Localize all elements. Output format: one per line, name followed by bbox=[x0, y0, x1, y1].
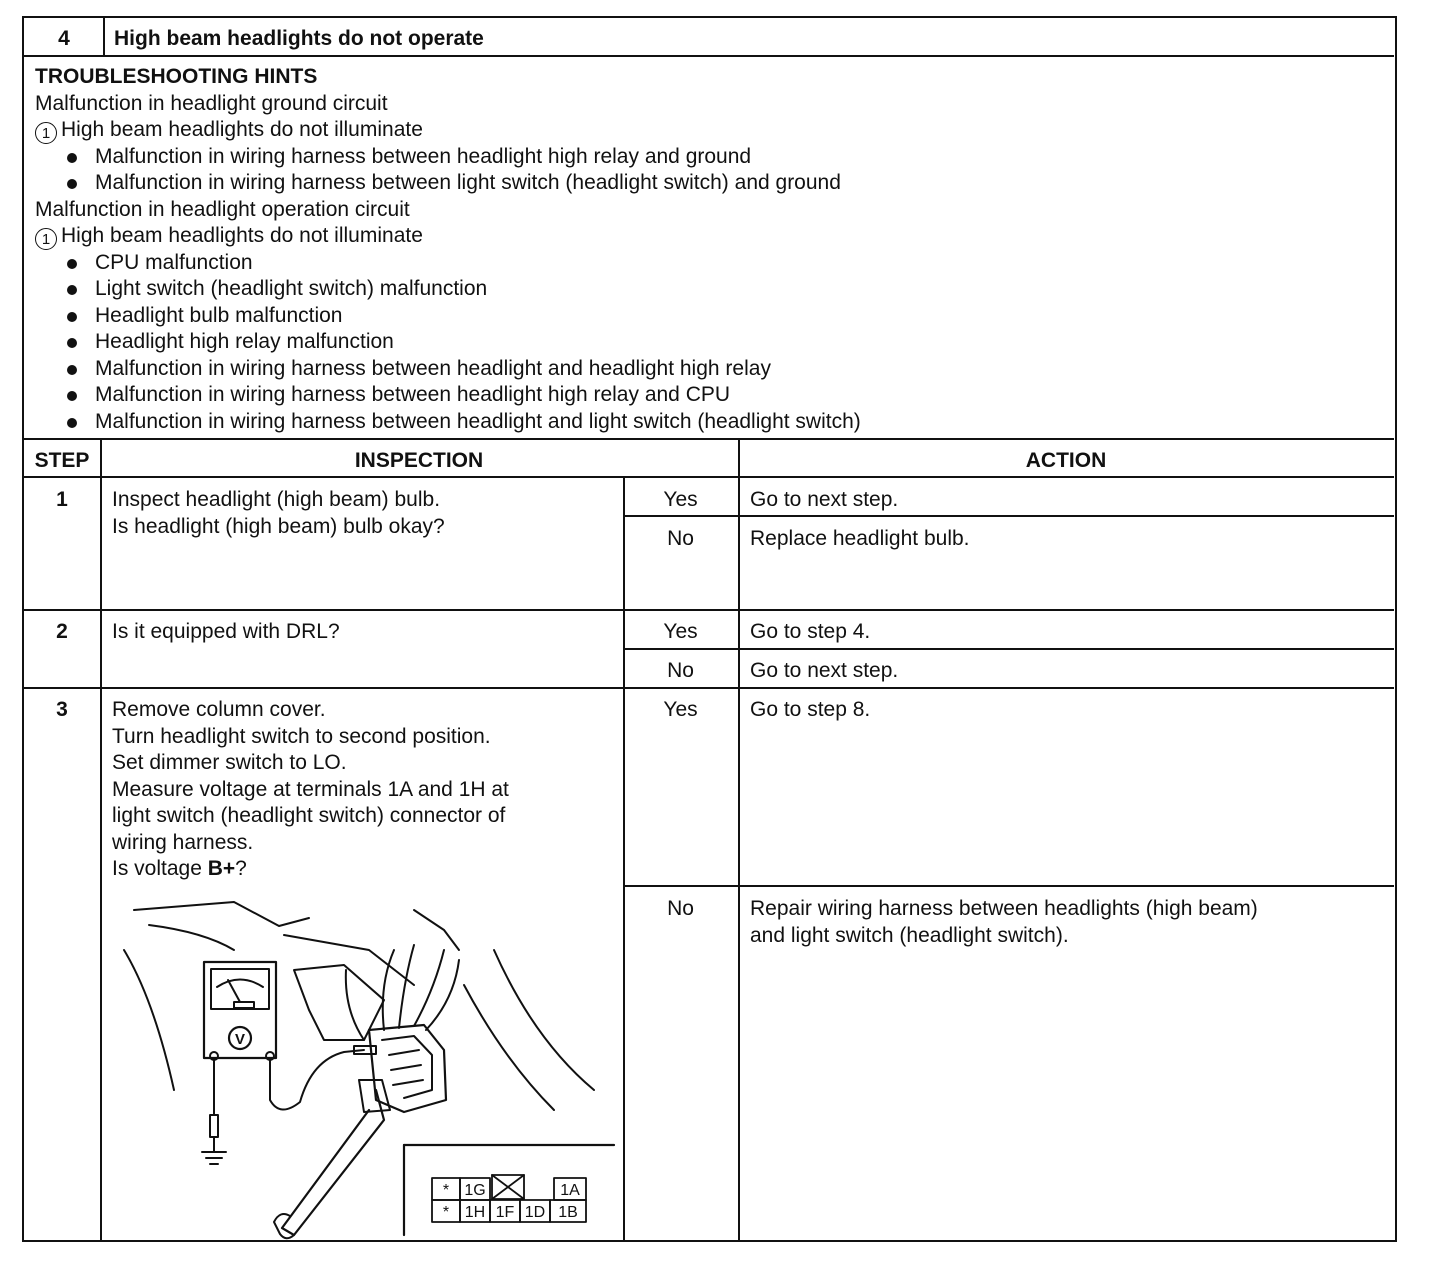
no-label: No bbox=[667, 897, 694, 920]
harness-wire bbox=[426, 960, 459, 1030]
circled-number-icon: 1 bbox=[35, 228, 57, 250]
connector-body bbox=[369, 1025, 446, 1112]
dash-panel-outline bbox=[464, 985, 554, 1110]
header-number: 4 bbox=[58, 27, 70, 50]
yes-action: Go to step 4. bbox=[750, 620, 871, 643]
voltmeter-needle bbox=[228, 980, 240, 1002]
no-label: No bbox=[667, 527, 694, 550]
voltmeter-symbol: V bbox=[234, 1031, 246, 1048]
hints-group1-sub bbox=[35, 117, 1385, 144]
pin-label: 1G bbox=[464, 1182, 486, 1199]
pin-label: * bbox=[442, 1204, 450, 1221]
step-number: 3 bbox=[56, 698, 68, 721]
hints-group2-title: Malfunction in headlight operation circuit bbox=[35, 197, 410, 221]
step2-bottom-rule bbox=[24, 687, 1394, 689]
no-action bbox=[750, 896, 1258, 949]
col-action-header: ACTION bbox=[1025, 449, 1107, 472]
hints-group2-bullet: CPU malfunction bbox=[35, 250, 1385, 277]
inspection-line: Inspect headlight (high beam) bulb. bbox=[112, 488, 441, 511]
inspection-line-question bbox=[112, 856, 509, 883]
hints-section bbox=[35, 64, 1385, 435]
question-bold: B+ bbox=[207, 857, 236, 880]
no-action-line: Repair wiring harness between headlights (high beam) bbox=[750, 897, 1258, 920]
header-rule bbox=[24, 55, 1394, 57]
inspection-line: Is headlight (high beam) bulb okay? bbox=[112, 514, 445, 538]
yes-action: Go to next step. bbox=[750, 488, 899, 511]
no-label: No bbox=[667, 659, 694, 682]
yesno-col-divider bbox=[623, 476, 625, 1242]
hints-group2-bullet: Light switch (headlight switch) malfunction bbox=[35, 276, 1385, 303]
question-suffix: ? bbox=[235, 857, 247, 880]
action-col-divider bbox=[738, 438, 740, 1242]
step-inspection bbox=[112, 487, 445, 540]
unused-pin-mark bbox=[492, 1175, 524, 1199]
dash-panel-outline bbox=[134, 902, 309, 926]
pin-label: 1A bbox=[560, 1182, 580, 1199]
pin-label: * bbox=[442, 1182, 450, 1199]
step-number: 1 bbox=[56, 488, 68, 511]
harness-wire bbox=[399, 945, 414, 1028]
table-header-rule bbox=[24, 476, 1394, 478]
hints-group2-bullet: Headlight high relay malfunction bbox=[35, 329, 1385, 356]
voltmeter-dial-base bbox=[234, 1002, 254, 1008]
yes-label: Yes bbox=[663, 698, 698, 721]
yes-label: Yes bbox=[663, 488, 698, 511]
hints-group2-bullet: Malfunction in wiring harness between headlight high relay and CPU bbox=[35, 382, 1385, 409]
inspection-line: Is it equipped with DRL? bbox=[112, 620, 340, 643]
header-title: High beam headlights do not operate bbox=[114, 27, 484, 50]
ground-probe bbox=[210, 1115, 218, 1137]
step3-yes-no-rule bbox=[623, 885, 1394, 887]
header-divider bbox=[103, 18, 105, 56]
dash-panel-outline bbox=[494, 950, 594, 1090]
table-top-rule bbox=[24, 438, 1394, 440]
pin-label: 1F bbox=[495, 1204, 515, 1221]
positive-lead bbox=[270, 1050, 364, 1110]
hints-group2-bullet: Headlight bulb malfunction bbox=[35, 303, 1385, 330]
step-inspection bbox=[112, 619, 340, 646]
pin-label: 1D bbox=[524, 1204, 546, 1221]
dash-panel-outline bbox=[284, 935, 414, 985]
dash-panel-outline bbox=[414, 910, 459, 950]
pin-label: 1H bbox=[464, 1204, 486, 1221]
hints-group2-bullet: Malfunction in wiring harness between headlight and light switch (headlight switch) bbox=[35, 409, 1385, 436]
inspection-line: Turn headlight switch to second position. bbox=[112, 724, 491, 748]
inspection-line: Set dimmer switch to LO. bbox=[112, 751, 347, 774]
dash-panel-outline bbox=[124, 950, 174, 1090]
hints-group1-sub-text: High beam headlights do not illuminate bbox=[61, 118, 423, 141]
connector-detail bbox=[389, 1050, 423, 1085]
hints-group2-bullet: Malfunction in wiring harness between headlight and headlight high relay bbox=[35, 356, 1385, 383]
hints-heading: TROUBLESHOOTING HINTS bbox=[35, 65, 318, 88]
no-action: Replace headlight bulb. bbox=[750, 527, 970, 550]
col-step-header: STEP bbox=[34, 449, 90, 472]
step1-yes-no-rule bbox=[623, 515, 1394, 517]
no-action-line: and light switch (headlight switch). bbox=[750, 923, 1069, 947]
hints-group1-title: Malfunction in headlight ground circuit bbox=[35, 91, 388, 115]
yes-action: Go to step 8. bbox=[750, 698, 871, 721]
ground-symbol bbox=[202, 1152, 226, 1164]
voltmeter-scale bbox=[217, 980, 263, 988]
hints-group2-sub-text: High beam headlights do not illuminate bbox=[61, 224, 423, 247]
wiring-diagram bbox=[114, 890, 619, 1240]
inspection-line: Measure voltage at terminals 1A and 1H at bbox=[112, 777, 509, 801]
step1-bottom-rule bbox=[24, 609, 1394, 611]
step-inspection bbox=[112, 697, 509, 883]
step-col-divider bbox=[100, 438, 102, 1242]
hints-group2-sub bbox=[35, 223, 1385, 250]
troubleshooting-document bbox=[22, 16, 1397, 1242]
circled-number-icon: 1 bbox=[35, 122, 57, 144]
inspection-line: wiring harness. bbox=[112, 830, 254, 854]
dash-panel-outline bbox=[294, 965, 384, 1040]
no-action: Go to next step. bbox=[750, 659, 899, 682]
inspection-line: light switch (headlight switch) connector of bbox=[112, 804, 506, 827]
step2-yes-no-rule bbox=[623, 648, 1394, 650]
yes-label: Yes bbox=[663, 620, 698, 643]
step-number: 2 bbox=[56, 620, 68, 643]
pin-label: 1B bbox=[558, 1204, 578, 1221]
inspection-line: Remove column cover. bbox=[112, 698, 326, 721]
question-prefix: Is voltage bbox=[112, 857, 208, 880]
dash-panel-outline bbox=[149, 925, 234, 950]
hints-group1-bullet: Malfunction in wiring harness between light switch (headlight switch) and ground bbox=[35, 170, 1385, 197]
hints-group1-bullet: Malfunction in wiring harness between headlight high relay and ground bbox=[35, 144, 1385, 171]
col-inspection-header: INSPECTION bbox=[354, 449, 484, 472]
